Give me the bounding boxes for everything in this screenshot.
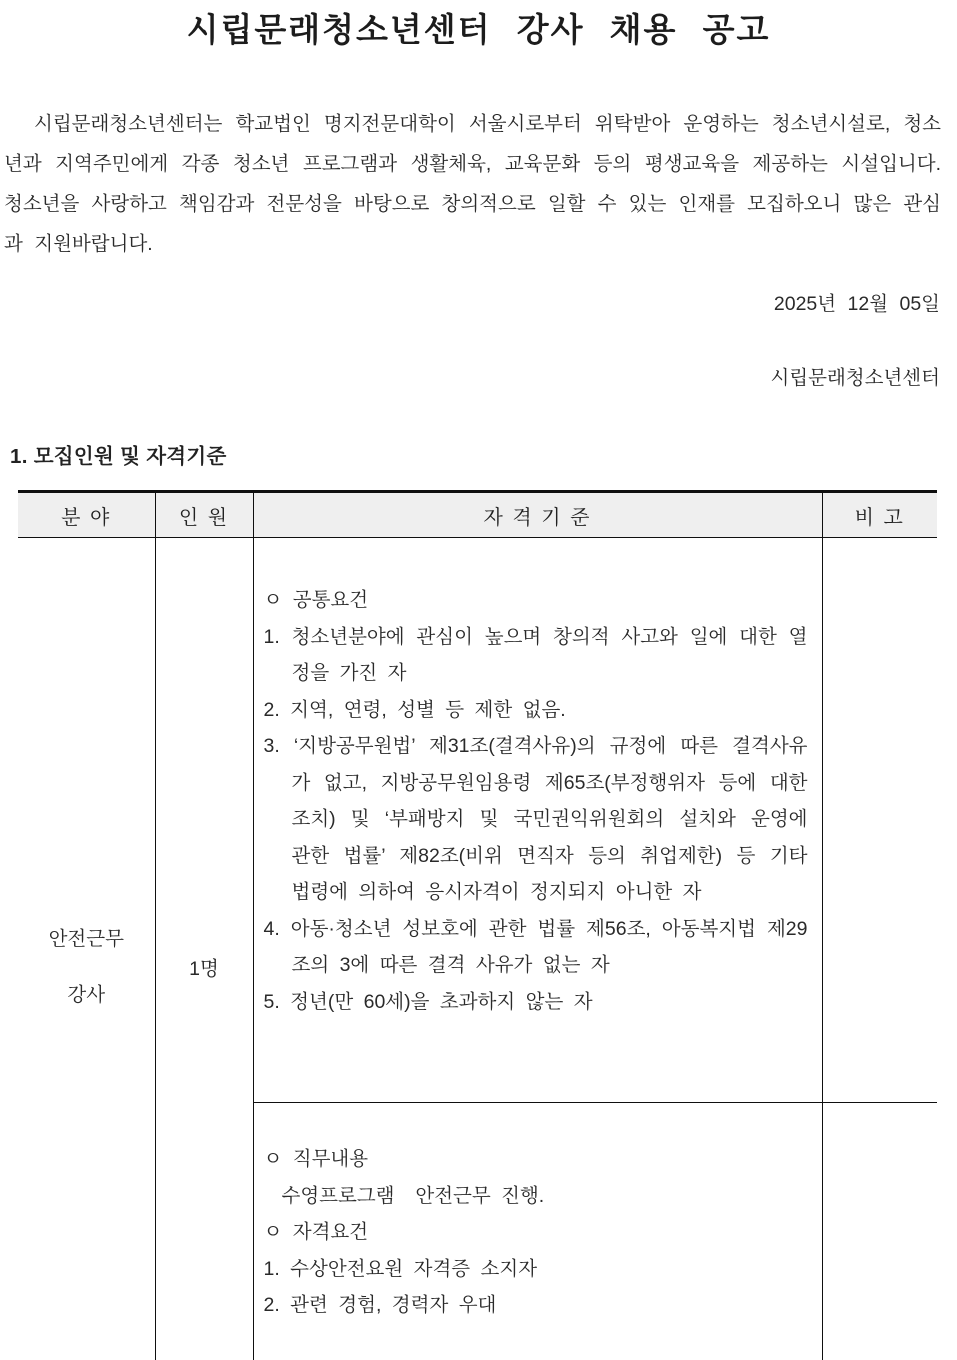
page-title: 시립문래청소년센터 강사 채용 공고 <box>186 11 771 48</box>
column-header-note: 비 고 <box>822 492 937 538</box>
column-header-criteria: 자 격 기 준 <box>253 492 822 538</box>
qualification-item: 3. ‘지방공무원법’ 제31조(결격사유)의 규정에 따른 결격사유가 없고, 지방공무원임용령 제65조(부정행위자 등에 대한 조치) 및 ‘부패방지 및 국민권익위원회의 설치와 운영에 관한 법률’ 제82조(비위 면직자 등의 취업제한) 등 기타 법령에 의하여 응시자격이 정지되지 아니한 자 <box>263 735 808 903</box>
field-name-line1: 안전근무 <box>48 928 124 950</box>
qualification-item: 5. 정년(만 60세)을 초과하지 않는 자 <box>263 990 593 1013</box>
recruitment-table <box>18 490 937 1360</box>
note-cell-bottom <box>822 1103 937 1360</box>
intro-paragraph: 시립문래청소년센터는 학교법인 명지전문대학이 서울시로부터 위탁받아 운영하는 청소년시설로, 청소년과 지역주민에게 각종 청소년 프로그램과 생활체육, 교육문화 등의 평생교육을 제공하는 시설입니다. 청소년을 사랑하고 책임감과 전문성을 바탕으로 창의적으로 일할 수 있는 인재를 모집하오니 많은 관심과 지원바랍니다. <box>4 113 941 255</box>
qualification-item: 4. 아동·청소년 성보호에 관한 법률 제56조, 아동복지법 제29조의 3에 따른 결격 사유가 없는 자 <box>263 917 808 976</box>
table-row-top <box>18 538 937 1103</box>
criteria-cell-top <box>253 538 822 1103</box>
qualification-item: 1. 수상안전요원 자격증 소지자 <box>263 1257 538 1280</box>
announcement-date: 2025년 12월 05일 <box>773 293 940 315</box>
column-header-count: 인 원 <box>155 492 253 538</box>
count-cell: 1명 <box>155 538 253 1360</box>
qualification-item: 2. 관련 경험, 경력자 우대 <box>263 1294 497 1316</box>
qualification-item: 1. 청소년분야에 관심이 높으며 창의적 사고와 일에 대한 열정을 가진 자 <box>263 625 808 684</box>
field-name-line2: 강사 <box>67 984 106 1006</box>
qualification-item: ㅇ 공통요건 <box>263 589 369 611</box>
duty-detail: 수영프로그램 안전근무 진행. <box>281 1184 545 1207</box>
column-header-field: 분 야 <box>18 492 155 538</box>
criteria-cell-bottom <box>253 1103 822 1360</box>
issuer-name: 시립문래청소년센터 <box>770 367 940 389</box>
qualification-item: 2. 지역, 연령, 성별 등 제한 없음. <box>263 698 566 721</box>
note-cell-top <box>822 538 937 1103</box>
duty-heading: ㅇ 직무내용 <box>263 1148 369 1170</box>
field-cell <box>18 538 155 1360</box>
section-heading: 1. 모집인원 및 자격기준 <box>10 445 227 468</box>
requirement-heading: ㅇ 자격요건 <box>263 1221 369 1243</box>
table-header-row <box>18 492 937 538</box>
